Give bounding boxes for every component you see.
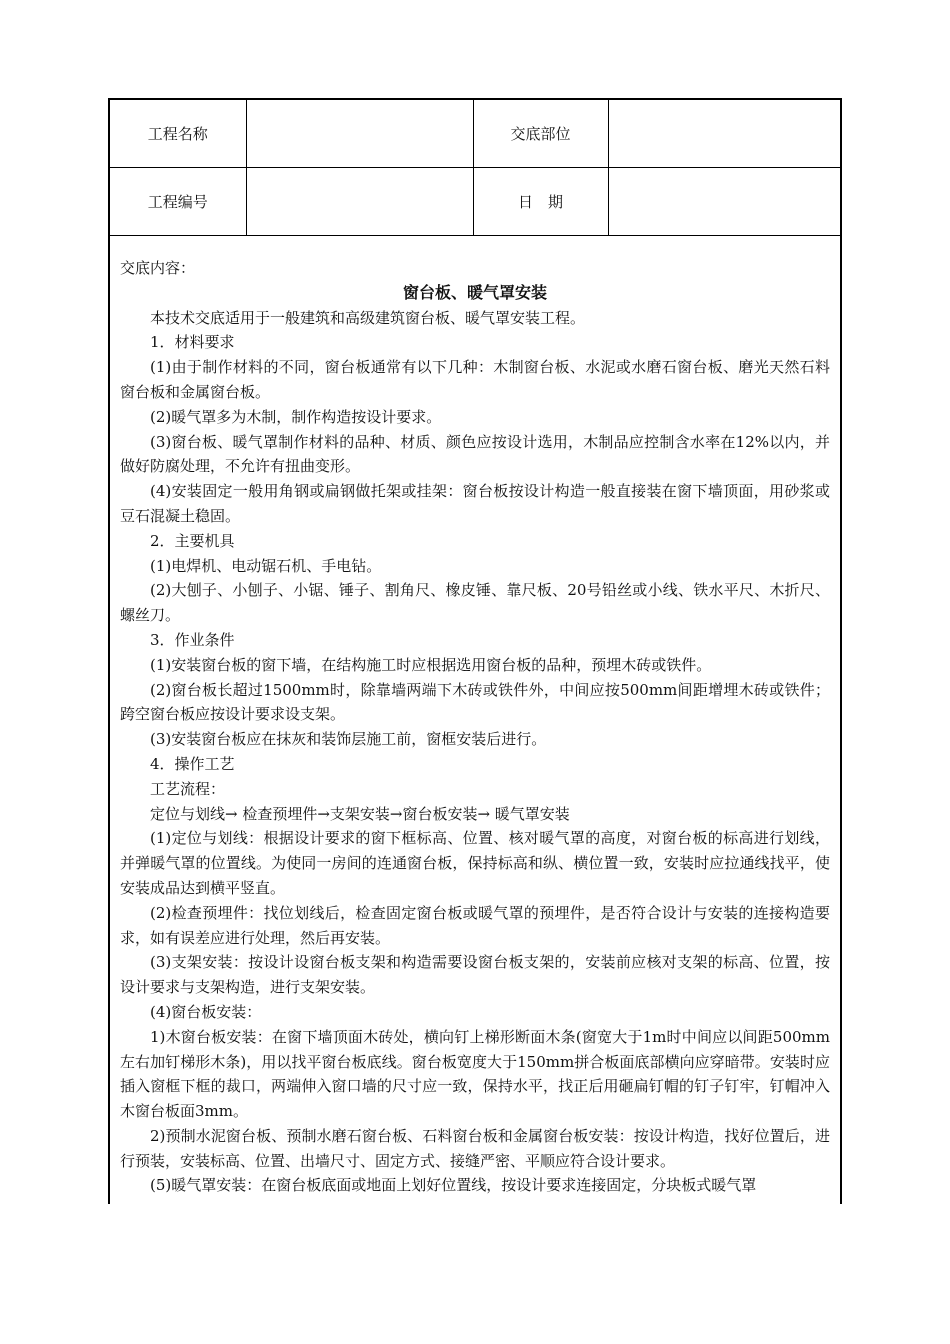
- section-heading: 2．主要机具: [150, 531, 235, 550]
- paragraph: (1)由于制作材料的不同，窗台板通常有以下几种：木制窗台板、水泥或水磨石窗台板、磨光天然石料窗台板和金属窗台板。: [120, 358, 830, 401]
- paragraph: (4)窗台板安装：: [150, 1002, 262, 1021]
- paragraph: (3)安装窗台板应在抹灰和装饰层施工前，窗框安装后进行。: [150, 730, 547, 749]
- disclosure-content: [110, 238, 840, 1198]
- section-label: 交底部位: [473, 100, 608, 168]
- date-value: [608, 168, 840, 236]
- paragraph: 工艺流程：: [150, 779, 226, 798]
- header-row-2: [110, 168, 840, 236]
- project-name-label: 工程名称: [110, 100, 246, 168]
- content-label: 交底内容：: [120, 259, 196, 277]
- paragraph: (4)安装固定一般用角钢或扁钢做托架或挂架：窗台板按设计构造一般直接装在窗下墙顶面，用砂浆或豆石混凝土稳固。: [120, 482, 830, 525]
- section-heading: 1．材料要求: [150, 333, 235, 352]
- document-title: 窗台板、暖气罩安装: [402, 282, 547, 302]
- section-value: [608, 100, 840, 168]
- project-no-label: 工程编号: [110, 168, 246, 236]
- paragraph: (2)检查预埋件：找位划线后，检查固定窗台板或暖气罩的预埋件，是否符合设计与安装的连接构造要求，如有误差应进行处理，然后再安装。: [120, 903, 830, 947]
- paragraph: (1)电焊机、电动锯石机、手电钻。: [150, 556, 382, 575]
- paragraph: 1)木窗台板安装：在窗下墙顶面木砖处，横向钉上梯形断面木条(窗宽大于1m时中间应以间距500mm左右加钉梯形木条)，用以找平窗台板底线。窗台板宽度大于150mm拼合板面底部横向应穿暗带。安装时应插入窗框下框的裁口，两端伸入窗口墙的尺寸应一致，保持水平，找正后用砸扁钉帽的钉子钉牢，钉帽冲入木窗台板面3mm。: [120, 1027, 830, 1121]
- paragraph: (1)定位与划线：根据设计要求的窗下框标高、位置、核对暖气罩的高度，对窗台板的标高进行划线，并弹暖气罩的位置线。为使同一房间的连通窗台板，保持标高和纵、横位置一致，安装时应拉通线找平，使安装成品达到横平竖直。: [120, 829, 830, 897]
- section-heading: 4．操作工艺: [150, 754, 235, 773]
- paragraph: (2)窗台板长超过1500mm时，除靠墙两端下木砖或铁件外，中间应按500mm间距增埋木砖或铁件；跨空窗台板应按设计要求设支架。: [120, 680, 830, 724]
- paragraph: (3)窗台板、暖气罩制作材料的品种、材质、颜色应按设计选用，木制品应控制含水率在12%以内，并做好防腐处理，不允许有扭曲变形。: [120, 432, 830, 476]
- paragraph: (3)支架安装：按设计设窗台板支架和构造需要设窗台板支架的，安装前应核对支架的标高、位置，按设计要求与支架构造，进行支架安装。: [120, 953, 830, 997]
- date-label: 日 期: [473, 168, 608, 236]
- process-flow: 定位与划线→ 检查预埋件→支架安装→窗台板安装→ 暖气罩安装: [150, 804, 570, 823]
- section-heading: 3．作业条件: [150, 630, 235, 649]
- project-name-value: [246, 100, 473, 168]
- paragraph: (2)大刨子、小刨子、小锯、锤子、割角尺、橡皮锤、靠尺板、20号铅丝或小线、铁水平尺、木折尺、螺丝刀。: [120, 581, 830, 625]
- header-row-1: [110, 100, 840, 168]
- project-no-value: [246, 168, 473, 236]
- paragraph: 本技术交底适用于一般建筑和高级建筑窗台板、暖气罩安装工程。: [150, 308, 586, 327]
- paragraph: (2)暖气罩多为木制，制作构造按设计要求。: [150, 407, 442, 426]
- disclosure-form: [108, 98, 842, 1204]
- paragraph: (5)暖气罩安装：在窗台板底面或地面上划好位置线，按设计要求连接固定，分块板式暖气罩: [150, 1176, 757, 1195]
- header-table: [110, 100, 840, 236]
- paragraph: (1)安装窗台板的窗下墙，在结构施工时应根据选用窗台板的品种，预埋木砖或铁件。: [150, 655, 712, 674]
- paragraph: 2)预制水泥窗台板、预制水磨石窗台板、石料窗台板和金属窗台板安装：按设计构造，找好位置后，进行预装，安装标高、位置、出墙尺寸、固定方式、接缝严密、平顺应符合设计要求。: [120, 1126, 830, 1170]
